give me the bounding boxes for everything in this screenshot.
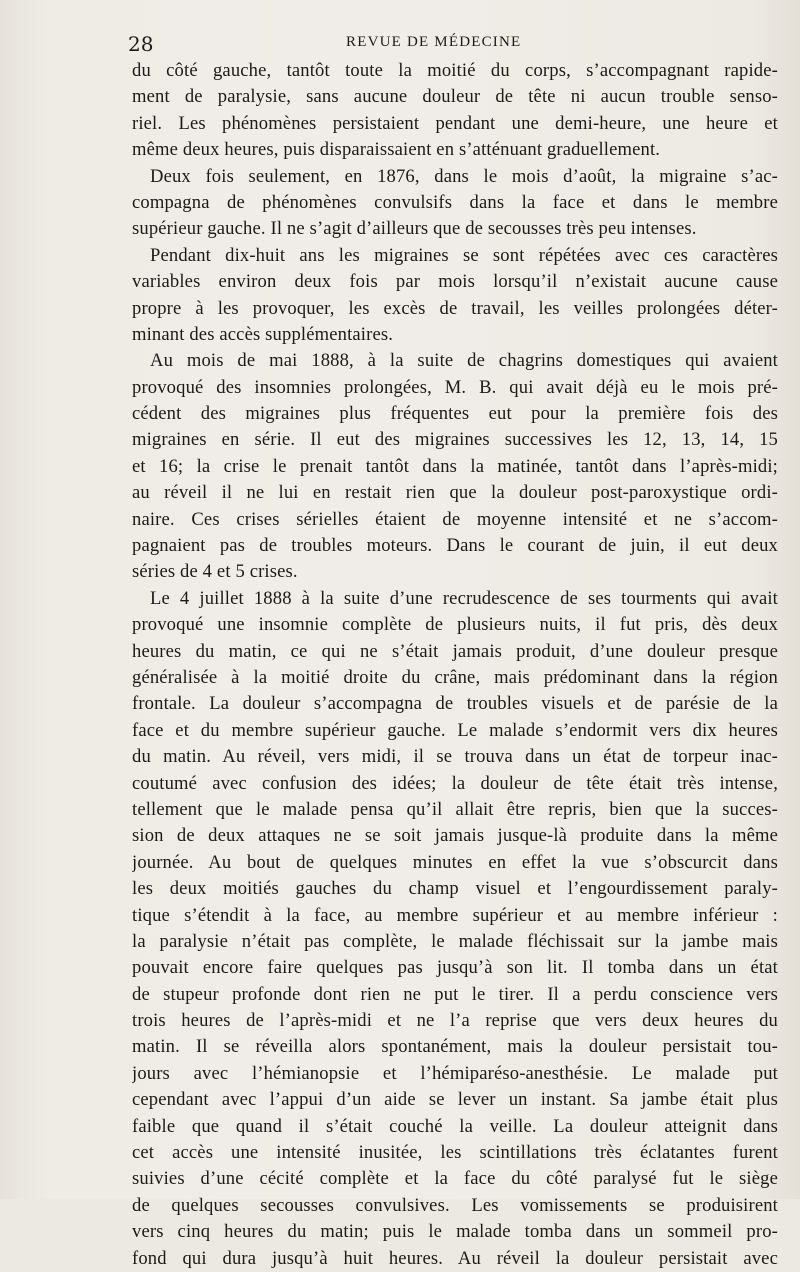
page-header — [128, 30, 778, 54]
text-line: supérieur gauche. Il ne s’agit d’ailleurs que de secousses très peu intenses. — [132, 218, 697, 240]
text-line: du matin. Au réveil, vers midi, il se trouva dans un état de torpeur inac- — [132, 746, 778, 768]
text-line: coutumé avec confusion des idées; la douleur de tête était très intense, — [132, 772, 778, 794]
text-line: frontale. La douleur s’accompagna de troubles visuels et de parésie de la — [132, 693, 778, 715]
text-line: tellement que le malade pensa qu’il allait être repris, bien que la succes- — [132, 798, 778, 820]
text-line: cédent des migraines plus fréquentes eut pour la première fois des — [132, 403, 778, 425]
text-line: journée. Au bout de quelques minutes en effet la vue s’obscurcit dans — [132, 851, 778, 873]
text-line: de stupeur profonde dont rien ne put le tirer. Il a perdu conscience vers — [132, 983, 778, 1005]
text-line: et 16; la crise le prenait tantôt dans la matinée, tantôt dans l’après-midi; — [132, 455, 778, 477]
text-line: riel. Les phénomènes persistaient pendant une demi-heure, une heure et — [132, 112, 778, 134]
text-line: généralisée à la moitié droite du crâne, mais prédominant dans la région — [132, 666, 778, 688]
running-head: REVUE DE MÉDECINE — [346, 34, 522, 50]
text-line: sion de deux attaques ne se soit jamais jusque-là produite dans la même — [132, 825, 778, 847]
text-line: heures du matin, ce qui ne s’était jamais produit, d’une douleur presque — [132, 640, 778, 662]
body-text — [132, 58, 778, 1272]
text-line: même deux heures, puis disparaissaient en s’atténuant graduellement. — [132, 139, 661, 161]
text-line: Au mois de mai 1888, à la suite de chagrins domestiques qui avaient — [150, 350, 778, 372]
text-line: du côté gauche, tantôt toute la moitié du corps, s’accompagnant rapide- — [132, 60, 778, 81]
text-line: migraines en série. Il eut des migraines successives les 12, 13, 14, 15 — [132, 429, 778, 451]
text-line: variables environ deux fois par mois lorsqu’il n’existait aucune cause — [132, 271, 778, 293]
text-line: les deux moitiés gauches du champ visuel et l’engourdissement paraly- — [132, 878, 778, 900]
text-line: ment de paralysie, sans aucune douleur de tête ni aucun trouble senso- — [132, 86, 778, 108]
text-line: trois heures de l’après-midi et ne l’a reprise que vers deux heures du — [132, 1010, 778, 1032]
text-line: la paralysie n’était pas complète, le malade fléchissait sur la jambe mais — [132, 930, 778, 952]
text-line: tique s’étendit à la face, au membre supérieur et au membre inférieur : — [132, 904, 778, 926]
text-line: pagnaient pas de troubles moteurs. Dans le courant de juin, il eut deux — [132, 535, 778, 557]
text-line: cependant avec l’appui d’un aide se lever un instant. Sa jambe était plus — [132, 1089, 778, 1111]
text-line: provoqué une insomnie complète de plusieurs nuits, il fut pris, dès deux — [132, 614, 778, 636]
text-line: Deux fois seulement, en 1876, dans le mois d’août, la migraine s’ac- — [150, 165, 778, 187]
text-line: jours avec l’hémianopsie et l’hémiparéso-anesthésie. Le malade put — [132, 1062, 778, 1084]
text-line: fond qui dura jusqu’à huit heures. Au réveil la douleur persistait avec — [132, 1247, 778, 1269]
text-line: matin. Il se réveilla alors spontanément, mais la douleur persistait tou- — [132, 1036, 778, 1058]
page-number: 28 — [128, 32, 154, 56]
text-line: séries de 4 et 5 crises. — [132, 561, 298, 583]
text-line: minant des accès supplémentaires. — [132, 323, 394, 345]
text-line: compagna de phénomènes convulsifs dans la face et dans le membre — [132, 191, 778, 213]
text-line: propre à les provoquer, les excès de travail, les veilles prolongées déter- — [132, 297, 778, 319]
text-line: provoqué des insomnies prolongées, M. B. qui avait déjà eu le mois pré- — [132, 376, 778, 398]
text-line: suivies d’une cécité complète et la face du côté paralysé fut le siège — [132, 1168, 778, 1190]
text-line: cet accès une intensité inusitée, les scintillations très éclatantes furent — [132, 1142, 778, 1164]
text-line: naire. Ces crises sérielles étaient de moyenne intensité et ne s’accom- — [132, 508, 778, 530]
text-line: faible que quand il s’était couché la veille. La douleur atteignit dans — [132, 1115, 778, 1137]
text-line: face et du membre supérieur gauche. Le malade s’endormit vers dix heures — [132, 719, 778, 741]
text-line: pouvait encore faire quelques pas jusqu’à son lit. Il tomba dans un état — [132, 957, 778, 979]
text-line: Pendant dix-huit ans les migraines se sont répétées avec ces caractères — [150, 244, 778, 266]
text-line: de quelques secousses convulsives. Les vomissements se produisirent — [132, 1194, 778, 1216]
text-line: au réveil il ne lui en restait rien que la douleur post-paroxystique ordi- — [132, 482, 778, 504]
text-line: vers cinq heures du matin; puis le malade tomba dans un sommeil pro- — [132, 1221, 778, 1243]
text-line: Le 4 juillet 1888 à la suite d’une recrudescence de ses tourments qui avait — [150, 587, 778, 609]
